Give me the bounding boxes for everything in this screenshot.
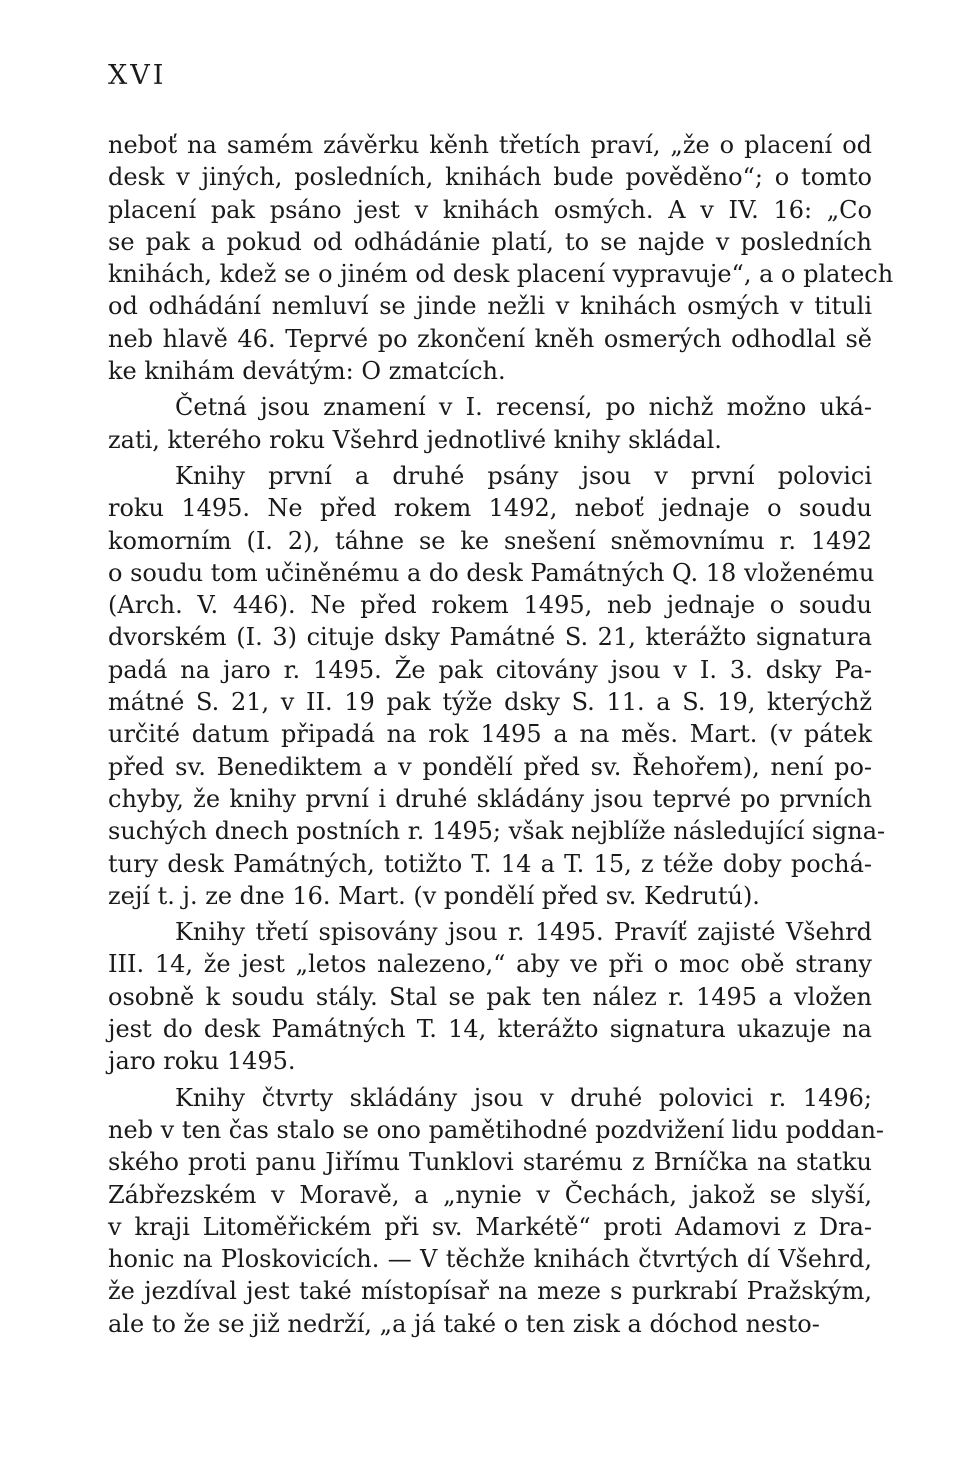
- text-line: v kraji Litoměřickém při sv. Markétě“ proti Adamovi z Dra-: [108, 1212, 872, 1241]
- text-line: Knihy třetí spisovány jsou r. 1495. Pravíť zajisté Všehrd: [175, 918, 872, 947]
- text-line: zati, kterého roku Všehrd jednotlivé knihy skládal.: [108, 425, 722, 454]
- text-line: chyby, že knihy první i druhé skládány jsou teprvé po prvních: [108, 784, 872, 813]
- paragraph: [108, 129, 894, 387]
- text-line: o soudu tom učiněnému a do desk Památných Q. 18 vloženému: [108, 558, 875, 587]
- text-line: zejí t. j. ze dne 16. Mart. (v pondělí před sv. Kedrutú).: [108, 881, 760, 910]
- text-line: jest do desk Památných T. 14, kterážto signatura ukazuje na: [108, 1015, 872, 1044]
- text-line: ale to že se již nedrží, „a já také o ten zisk a dóchod nesto-: [108, 1309, 820, 1338]
- text-line: neb hlavě 46. Teprvé po zkončení kněh osmerých odhodlal sě: [108, 324, 872, 353]
- text-line: neb v ten čas stalo se ono pamětihodné pozdvižení lidu poddan-: [108, 1115, 885, 1144]
- paragraph: [108, 1082, 885, 1340]
- text-line: suchých dnech postních r. 1495; však nejblíže následující signa-: [108, 817, 886, 846]
- text-line: že jezdíval jest také místopísař na meze s purkrabí Pražským,: [108, 1277, 872, 1306]
- text-line: jaro roku 1495.: [108, 1047, 296, 1076]
- text-line: III. 14, že jest „letos nalezeno,“ aby ve při o moc obě strany: [108, 950, 872, 979]
- text-line: desk v jiných, posledních, knihách bude pověděno“; o tomto: [108, 163, 872, 192]
- text-line: padá na jaro r. 1495. Že pak citovány jsou v I. 3. dsky Pa-: [108, 655, 872, 684]
- text-line: dvorském (I. 3) cituje dsky Památné S. 21, kterážto signatura: [108, 623, 872, 652]
- text-line: určité datum připadá na rok 1495 a na měs. Mart. (v pátek: [108, 720, 872, 749]
- text-line: tury desk Památných, totižto T. 14 a T. 15, z téže doby pochá-: [108, 849, 872, 878]
- text-line: Knihy první a druhé psány jsou v první polovici: [175, 461, 872, 490]
- paragraph: [108, 391, 872, 456]
- text-line: komorním (I. 2), táhne se ke snešení sněmovnímu r. 1492: [108, 526, 872, 555]
- text-line: roku 1495. Ne před rokem 1492, neboť jednaje o soudu: [108, 494, 872, 523]
- page-number: XVI: [108, 60, 167, 91]
- text-line: placení pak psáno jest v knihách osmých. A v IV. 16: „Co: [108, 195, 872, 224]
- text-line: knihách, kdež se o jiném od desk placení vypravuje“, a o platech: [108, 260, 894, 289]
- paragraph: [108, 916, 872, 1077]
- text-line: mátné S. 21, v II. 19 pak týže dsky S. 11. a S. 19, kterýchž: [108, 688, 872, 717]
- paragraph: [108, 460, 886, 912]
- text-line: Zábřezském v Moravě, a „nynie v Čechách, jakož se slyší,: [108, 1180, 872, 1209]
- body-text: [108, 129, 894, 1340]
- text-line: (Arch. V. 446). Ne před rokem 1495, neb jednaje o soudu: [108, 591, 872, 620]
- text-line: Knihy čtvrty skládány jsou v druhé polovici r. 1496;: [175, 1083, 872, 1112]
- text-line: před sv. Benediktem a v pondělí před sv. Řehořem), není po-: [108, 752, 872, 781]
- text-line: osobně k soudu stály. Stal se pak ten nález r. 1495 a vložen: [108, 982, 872, 1011]
- text-line: ského proti panu Jiřímu Tunklovi starému z Brníčka na statku: [108, 1148, 872, 1177]
- text-line: Četná jsou znamení v I. recensí, po nichž možno uká-: [175, 393, 872, 422]
- text-line: neboť na samém závěrku kěnh třetích praví, „že o placení od: [108, 131, 872, 159]
- text-line: honic na Ploskovicích. — V těchže knihách čtvrtých dí Všehrd,: [108, 1245, 872, 1274]
- text-line: od odhádání nemluví se jinde nežli v knihách osmých v tituli: [108, 292, 872, 321]
- text-line: se pak a pokud od odhádánie platí, to se najde v posledních: [108, 227, 872, 256]
- text-line: ke knihám devátým: O zmatcích.: [108, 357, 506, 386]
